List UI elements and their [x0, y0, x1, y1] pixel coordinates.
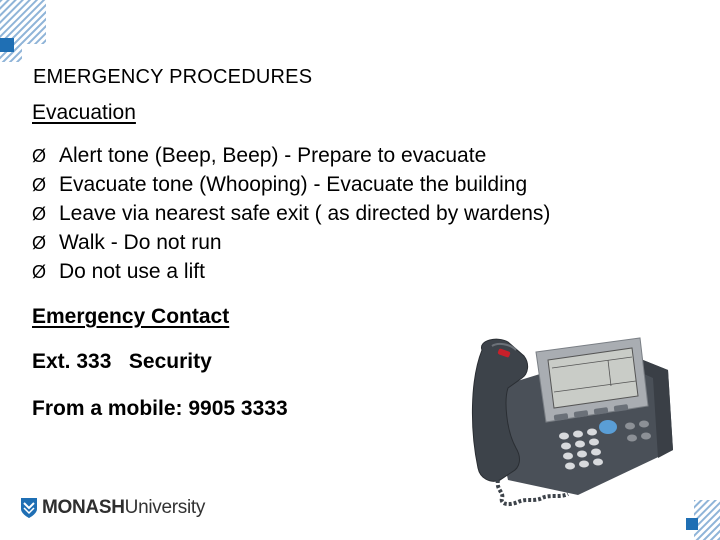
- list-item: [32, 257, 550, 286]
- logo-brand: MONASH: [42, 497, 125, 518]
- mobile-emergency-number: From a mobile: 9905 3333: [32, 397, 288, 420]
- slide-title: EMERGENCY PROCEDURES: [33, 66, 313, 88]
- emergency-contact-heading: Emergency Contact: [32, 305, 230, 328]
- list-item: [32, 228, 550, 257]
- monash-university-logo: [20, 496, 205, 520]
- section-title-evacuation: Evacuation: [32, 101, 136, 124]
- list-item: [32, 170, 550, 199]
- arrow-bullet-icon: Ø: [32, 175, 47, 195]
- evacuation-steps-list: [32, 141, 550, 286]
- security-extension: Ext. 333 Security: [32, 350, 212, 373]
- corner-decoration-bottom: [686, 500, 720, 540]
- arrow-bullet-icon: Ø: [32, 146, 47, 166]
- logo-wordmark: [42, 497, 205, 519]
- desk-phone-illustration: [468, 330, 676, 510]
- list-item-text: Walk - Do not run: [59, 231, 222, 254]
- list-item: [32, 199, 550, 228]
- list-item-text: Evacuate tone (Whooping) - Evacuate the building: [59, 173, 528, 196]
- arrow-bullet-icon: Ø: [32, 262, 47, 282]
- corner-decoration: [0, 0, 46, 70]
- list-item-text: Alert tone (Beep, Beep) - Prepare to evacuate: [59, 144, 487, 167]
- monash-shield-icon: [20, 497, 38, 519]
- arrow-bullet-icon: Ø: [32, 233, 47, 253]
- list-item: [32, 141, 550, 170]
- list-item-text: Do not use a lift: [59, 260, 205, 283]
- arrow-bullet-icon: Ø: [32, 204, 47, 224]
- list-item-text: Leave via nearest safe exit ( as directed by wardens): [59, 202, 551, 225]
- logo-suffix: University: [124, 497, 206, 518]
